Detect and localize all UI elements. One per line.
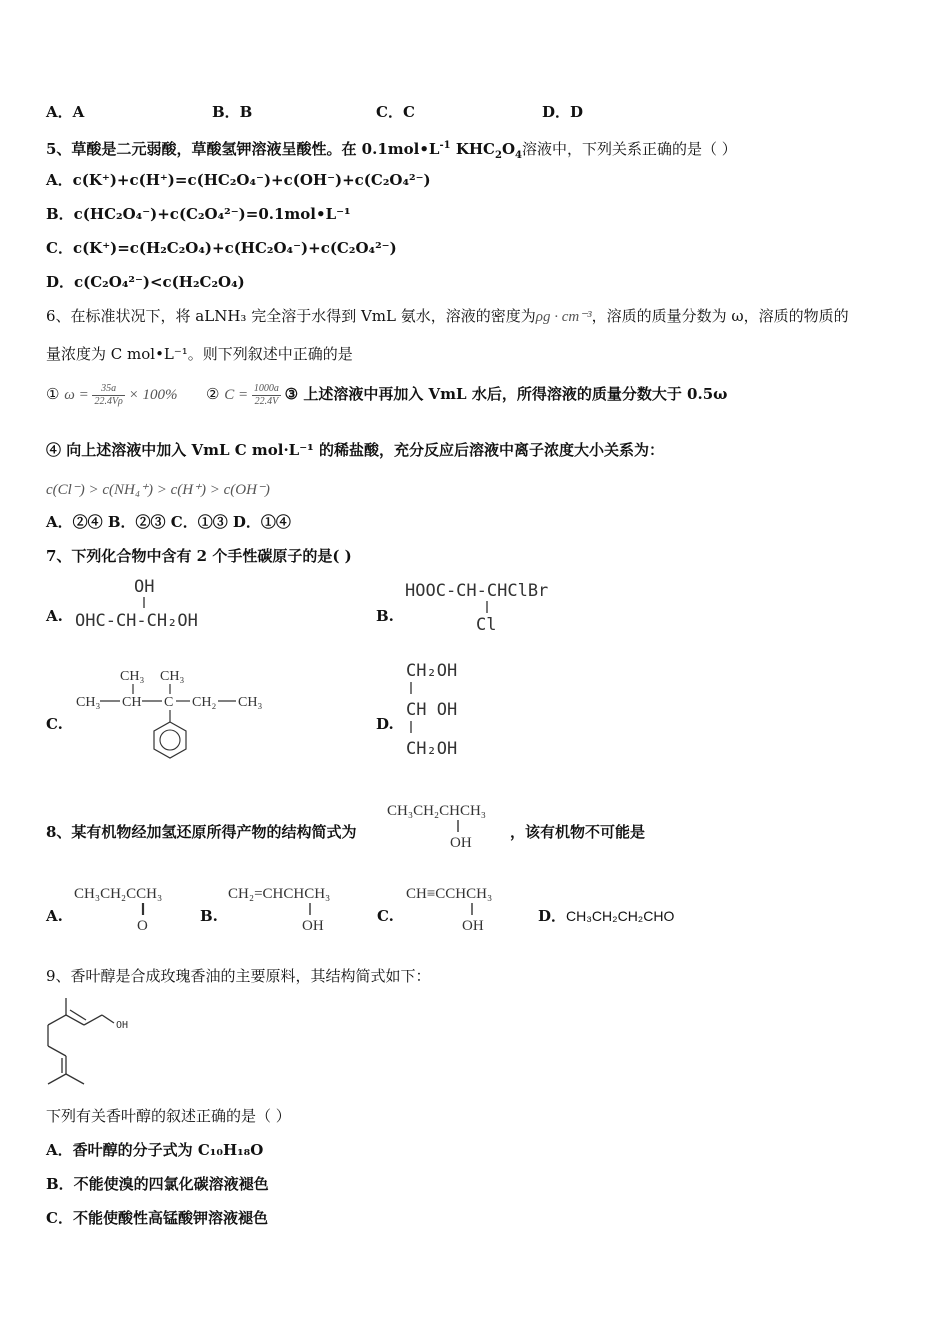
svg-text:OH: OH	[302, 918, 324, 934]
q8-option-a-label: A.	[46, 907, 63, 925]
q4-option-b: B．B	[212, 103, 253, 121]
q7-a-oh: OH	[134, 577, 155, 597]
q9-stem: 9、香叶醇是合成玫瑰香油的主要原料，其结构简式如下：	[46, 967, 431, 985]
q6-item2-mark: ②	[206, 385, 220, 403]
q7-b-cl: Cl	[476, 615, 497, 635]
q9-option-a: A．香叶醇的分子式为 C₁₀H₁₈O	[46, 1141, 264, 1159]
q8-option-b-structure	[224, 878, 369, 938]
q6-items-row	[46, 380, 727, 409]
svg-text:O: O	[137, 918, 148, 934]
density-expression: ρg · cm⁻³	[535, 309, 592, 325]
svg-text:CH₃CH₂CCH₃: CH₃CH₂CCH₃	[74, 886, 163, 902]
q7-structure-a	[70, 572, 270, 640]
q6-item4: ④ 向上述溶液中加入 VmL C mol·L⁻¹ 的稀盐酸，充分反应后溶液中离子浓度大小关系为：	[46, 441, 664, 459]
q7-stem: 7、下列化合物中含有 2 个手性碳原子的是( )	[46, 547, 352, 565]
q7-option-a-label: A.	[46, 607, 63, 625]
svg-text:CH₂: CH₂	[192, 695, 217, 710]
geraniol-oh-label: OH	[116, 1020, 129, 1031]
q8-option-c-structure	[402, 878, 532, 938]
q9-question: 下列有关香叶醇的叙述正确的是（ ）	[46, 1107, 291, 1125]
q8-option-b-label: B.	[200, 907, 218, 925]
q7-a-chain: OHC-CH-CH₂OH	[75, 611, 198, 631]
q4-option-d: D．D	[542, 103, 584, 121]
q7-c-methyl-1: CH₃	[120, 669, 145, 684]
q5-option-d: D．c(C₂O₄²⁻)<c(H₂C₂O₄)	[46, 273, 245, 291]
q6-item2-formula: C = $\frac{1000a}{22.4V}$	[224, 383, 279, 408]
svg-text:CH: CH	[122, 695, 142, 710]
q6-item1-formula: ω = $\frac{35a}{22.4V\rho}$ × 100%	[64, 383, 178, 408]
q6-item3: ③ 上述溶液中再加入 VmL 水后，所得溶液的质量分数大于 0.5ω	[284, 385, 728, 403]
q8-stem-b: ，该有机物不可能是	[510, 823, 646, 841]
q8-option-d-label: D．	[538, 907, 567, 925]
q6-stem-line2: 量浓度为 C mol•L⁻¹。则下列叙述中正确的是	[46, 345, 353, 363]
q6-item1-mark: ①	[46, 385, 60, 403]
q7-option-c-label: C.	[46, 715, 63, 733]
q7-d-line2: CH OH	[406, 700, 458, 720]
q8-option-c-label: C.	[377, 907, 394, 925]
q4-option-c: C．C	[376, 103, 415, 121]
q9-option-c: C．不能使酸性高锰酸钾溶液褪色	[46, 1209, 268, 1227]
geraniol-skeletal-structure	[40, 994, 150, 1098]
q5-option-c: C．c(K⁺)=c(H₂C₂O₄)+c(HC₂O₄⁻)+c(C₂O₄²⁻)	[46, 239, 397, 257]
svg-text:OH: OH	[462, 918, 484, 934]
q8-option-d-text: CH₃CH₂CH₂CHO	[566, 908, 675, 924]
q7-option-d-label: D.	[376, 715, 394, 733]
q5-option-b: B．c(HC₂O₄⁻)+c(C₂O₄²⁻)=0.1mol•L⁻¹	[46, 205, 351, 223]
q5-stem: 5、草酸是二元弱酸，草酸氢钾溶液呈酸性。在 $0.1mol•L^{-1}$ $KHC_2O_4$溶液中，下列关系正确的是（ ）	[46, 140, 737, 161]
q5-option-a: A．c(K⁺)+c(H⁺)=c(HC₂O₄⁻)+c(OH⁻)+c(C₂O₄²⁻)	[46, 171, 431, 189]
q7-structure-d	[400, 656, 500, 764]
svg-text:CH₂=CHCHCH₃: CH₂=CHCHCH₃	[228, 886, 331, 902]
q7-structure-b	[400, 572, 630, 638]
svg-text:C: C	[164, 695, 174, 710]
svg-text:CH₃: CH₃	[76, 695, 101, 710]
q7-c-methyl-2: CH₃	[160, 669, 185, 684]
svg-text:CH≡CCHCH₃: CH≡CCHCH₃	[406, 886, 493, 902]
q7-structure-c	[70, 660, 280, 764]
q6-ion-order: c(Cl⁻) > c(NH₄⁺) > c(H⁺) > c(OH⁻)	[46, 482, 270, 498]
q6-options: A．②④ B．②③ C．①③ D．①④	[46, 513, 291, 531]
q8-product-oh: OH	[450, 835, 472, 851]
q7-d-line1: CH₂OH	[406, 661, 458, 681]
svg-text:CH₃: CH₃	[238, 695, 263, 710]
q4-option-a: A．A	[46, 103, 85, 121]
q8-stem-a: 8、某有机物经加氢还原所得产物的结构简式为	[46, 823, 357, 841]
q7-option-b-label: B.	[376, 607, 394, 625]
q8-product-chain: CH₃CH₂CHCH₃	[387, 803, 487, 819]
q7-d-line3: CH₂OH	[406, 739, 458, 759]
q8-option-a-structure	[70, 878, 190, 938]
q9-option-b: B．不能使溴的四氯化碳溶液褪色	[46, 1175, 269, 1193]
q7-b-chain: HOOC-CH-CHClBr	[405, 581, 549, 601]
q8-product-structure	[384, 796, 524, 856]
benzene-ring-icon	[154, 722, 186, 758]
q6-stem-line1: 6、在标准状况下，将 aLNH₃ 完全溶于水得到 VmL 氨水，溶液的密度为ρg · cm⁻³，溶质的质量分数为 ω，溶质的物质的	[46, 307, 849, 325]
